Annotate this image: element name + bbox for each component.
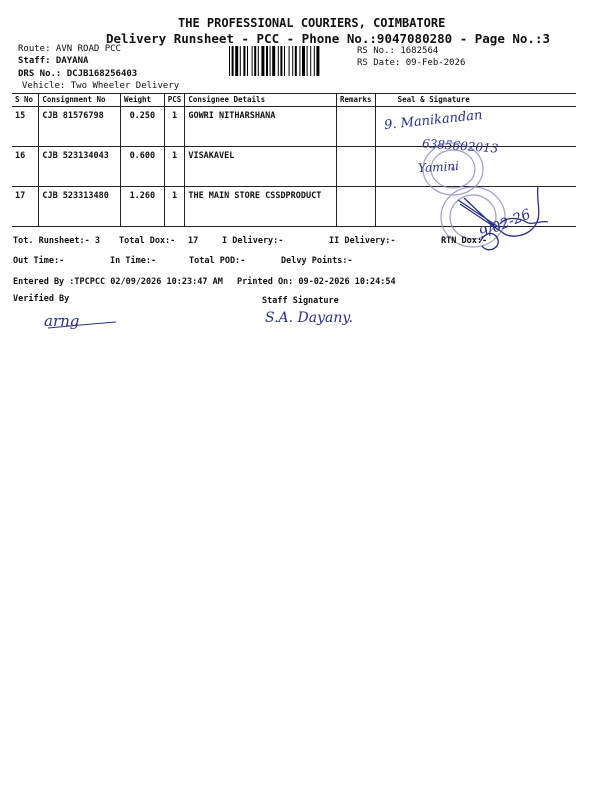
- row17-date: 9/02-26: [476, 206, 534, 242]
- col-header-remarks: Remarks: [336, 94, 375, 107]
- rs-number: RS No.: 1682564: [357, 46, 439, 56]
- vehicle-line: Vehicle: Two Wheeler Delivery: [22, 81, 180, 91]
- drs-number: DRS No.: DCJB168256403: [18, 69, 138, 79]
- barcode-bar: [280, 46, 282, 76]
- barcode-bar: [254, 46, 256, 76]
- row15-phone: 6385602013: [421, 136, 499, 156]
- barcode-bar: [302, 46, 305, 76]
- delvy-points: Delvy Points:-: [281, 256, 353, 266]
- barcode-bar: [240, 46, 241, 76]
- barcode-bar: [278, 46, 279, 76]
- barcode-bar: [235, 46, 238, 76]
- cell-pcs: 1: [164, 147, 185, 187]
- staff-signature-label: Staff Signature: [262, 296, 339, 306]
- barcode-bar: [307, 46, 308, 76]
- cell-consignment: CJB 523134043: [39, 147, 121, 187]
- in-time: In Time:-: [110, 256, 157, 266]
- barcode-bar: [229, 46, 230, 76]
- verified-underline: [40, 318, 120, 332]
- cell-remarks: [336, 107, 375, 147]
- barcode-image: [229, 46, 355, 76]
- barcode-bar: [295, 46, 297, 76]
- entered-by: Entered By :TPCPCC 02/09/2026 10:23:47 AM: [13, 277, 223, 287]
- staff-signature: S.A. Dayany.: [265, 310, 353, 326]
- verified-signature: arng: [44, 312, 80, 330]
- cell-consignee: GOWRI NITHARSHANA: [185, 107, 337, 147]
- cell-sno: 16: [12, 147, 39, 187]
- barcode-bar: [310, 46, 311, 76]
- rtn-dox: RTN Dox:-: [441, 236, 488, 246]
- col-header-sno: S No: [12, 94, 39, 107]
- cell-pcs: 1: [164, 187, 185, 227]
- verified-by-label: Verified By: [13, 294, 70, 304]
- company-title: THE PROFESSIONAL COURIERS, COIMBATORE: [178, 16, 446, 30]
- cell-remarks: [336, 147, 375, 187]
- cell-sno: 15: [12, 107, 39, 147]
- cell-pcs: 1: [164, 107, 185, 147]
- barcode-bar: [292, 46, 293, 76]
- staff-line: Staff: DAYANA: [18, 56, 89, 66]
- barcode-bar: [258, 46, 259, 76]
- rs-date: RS Date: 09-Feb-2026: [357, 58, 466, 68]
- cell-sno: 17: [12, 187, 39, 227]
- route-line: Route: AVN ROAD PCC: [18, 44, 121, 54]
- barcode-bar: [272, 46, 275, 76]
- barcode-bar: [284, 46, 285, 76]
- col-header-pcs: PCS: [164, 94, 185, 107]
- cell-weight: 1.260: [120, 187, 164, 227]
- barcode-bar: [316, 46, 319, 76]
- total-dox-value: 17: [188, 236, 199, 246]
- barcode-bar: [247, 46, 248, 76]
- barcode-bar: [243, 46, 245, 76]
- barcode-bar: [261, 46, 264, 76]
- printed-on: Printed On: 09-02-2026 10:24:54: [237, 277, 396, 287]
- col-header-consignment: Consignment No: [39, 94, 121, 107]
- barcode-bar: [270, 46, 271, 76]
- barcode-bar: [232, 46, 234, 76]
- col-header-weight: Weight: [120, 94, 164, 107]
- col-header-consignee: Consignee Details: [185, 94, 337, 107]
- row15-signature: 9. Manikandan: [383, 107, 484, 134]
- cell-consignment: CJB 81576798: [39, 107, 121, 147]
- col-header-seal: Seal & Signature: [397, 95, 470, 104]
- row16-signature: Yamini: [417, 158, 460, 176]
- cell-consignee: THE MAIN STORE CSSDPRODUCT: [185, 187, 337, 227]
- ii-delivery: II Delivery:-: [329, 236, 396, 246]
- total-pod: Total POD:-: [189, 256, 246, 266]
- barcode-bar: [252, 46, 253, 76]
- cell-weight: 0.250: [120, 107, 164, 147]
- barcode-bar: [266, 46, 268, 76]
- tot-runsheet: Tot. Runsheet:- 3: [13, 236, 100, 246]
- i-delivery: I Delivery:-: [222, 236, 284, 246]
- barcode-bar: [299, 46, 300, 76]
- table-header-row: [12, 94, 576, 107]
- cell-remarks: [336, 187, 375, 227]
- barcode-bar: [289, 46, 290, 76]
- runsheet-subtitle: Delivery Runsheet - PCC - Phone No.:9047080280 - Page No.:3: [106, 31, 551, 46]
- out-time: Out Time:-: [13, 256, 65, 266]
- cell-consignee: VISAKAVEL: [185, 147, 337, 187]
- cell-consignment: CJB 523313480: [39, 187, 121, 227]
- total-dox-label: Total Dox:-: [119, 236, 176, 246]
- barcode-bar: [314, 46, 315, 76]
- cell-weight: 0.600: [120, 147, 164, 187]
